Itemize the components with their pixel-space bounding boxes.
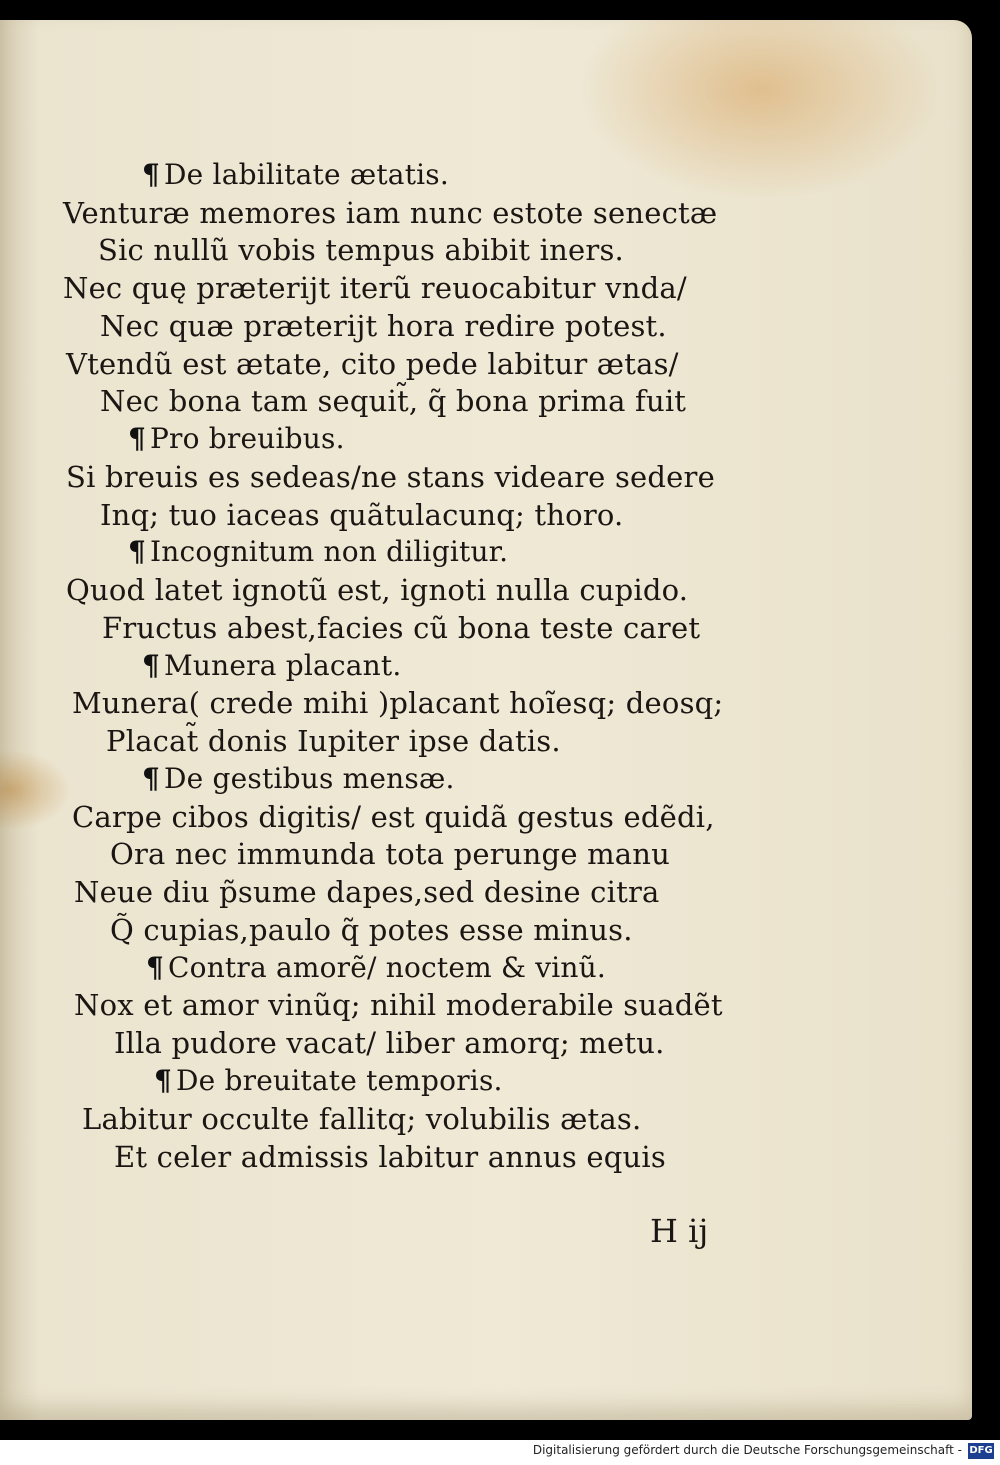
pilcrow-icon: ¶ [142,762,161,795]
line-text: Quod latet ignotũ est, ignoti nulla cupido. [66,573,689,607]
line-text: Placat̃ donis Iupiter ipse datis. [106,724,561,758]
pilcrow-icon: ¶ [128,422,147,455]
line-text: Sic nullũ vobis tempus abibit iners. [98,233,624,267]
verse-line [63,196,717,230]
line-text: Carpe cibos digitis/ est quidã gestus edẽdi, [72,800,715,834]
line-text: Incognitum non diligitur. [150,535,509,568]
heading-line [142,762,455,795]
dfg-logo: DFG [968,1443,994,1459]
verse-line [72,800,715,834]
verse-line [100,384,686,418]
line-text: Vtendũ est ætate, cito pede labitur ætas/ [66,347,679,381]
verse-line [74,988,723,1022]
pilcrow-icon: ¶ [128,535,147,568]
funding-credit: Digitalisierung gefördert durch die Deutsche Forschungsgemeinschaft - [532,1443,962,1457]
line-text: Pro breuibus. [150,422,345,455]
verse-line [110,913,633,947]
pilcrow-icon: ¶ [142,158,161,191]
heading-line [146,951,606,984]
book-page [0,20,972,1420]
verse-line [74,875,660,909]
line-text: Neue diu p̃sume dapes,sed desine citra [74,875,660,909]
verse-line [66,347,679,381]
line-text: Ora nec immunda tota perunge manu [110,837,671,871]
line-text: Et celer admissis labitur annus equis [114,1140,666,1174]
pilcrow-icon: ¶ [146,951,165,984]
line-text: Q̃ cupias,paulo q̃ potes esse minus. [110,913,633,947]
verse-line [100,498,623,532]
heading-line [128,422,345,455]
line-text: Inq; tuo iaceas quãtulacunq; thoro. [100,498,624,532]
signature-mark: H ij [650,1212,709,1250]
verse-line [102,611,700,645]
line-text: Fructus abest,facies cũ bona teste caret [102,611,701,645]
heading-line [142,649,401,682]
line-text: Munera( crede mihi )placant hoĩesq; deosq; [72,686,724,720]
verse-line [114,1026,665,1060]
heading-line [142,158,449,191]
line-text: Nec quę præterijt iterũ reuocabitur vnda/ [63,271,687,305]
verse-line [100,309,667,343]
pilcrow-icon: ¶ [142,649,161,682]
verse-line [82,1102,641,1136]
digitization-footer [0,1440,1000,1465]
verse-line [98,233,624,267]
line-text: Nox et amor vinũq; nihil moderabile suadẽt [74,988,723,1022]
line-text: De gestibus mensæ. [164,762,455,795]
heading-line [154,1064,503,1097]
poem-text-block [0,20,972,1260]
line-text: De breuitate temporis. [176,1064,503,1097]
verse-line [106,724,561,758]
verse-line [66,573,688,607]
verse-line [110,837,670,871]
verse-line [63,271,687,305]
verse-line [114,1140,666,1174]
heading-line [128,535,508,568]
line-text: Nec quæ præterijt hora redire potest. [100,309,667,343]
line-text: Nec bona tam sequit̃, q̃ bona prima fuit [100,384,687,418]
verse-line [72,686,723,720]
pilcrow-icon: ¶ [154,1064,173,1097]
line-text: Contra amorẽ/ noctem & vinũ. [168,951,606,984]
line-text: De labilitate ætatis. [164,158,449,191]
line-text: Munera placant. [164,649,402,682]
line-text: Illa pudore vacat/ liber amorq; metu. [114,1026,665,1060]
verse-line [66,460,715,494]
line-text: Si breuis es sedeas/ne stans videare sedere [66,460,715,494]
line-text: Venturæ memores iam nunc estote senectæ [63,196,718,230]
line-text: Labitur occulte fallitq; volubilis ætas. [82,1102,642,1136]
